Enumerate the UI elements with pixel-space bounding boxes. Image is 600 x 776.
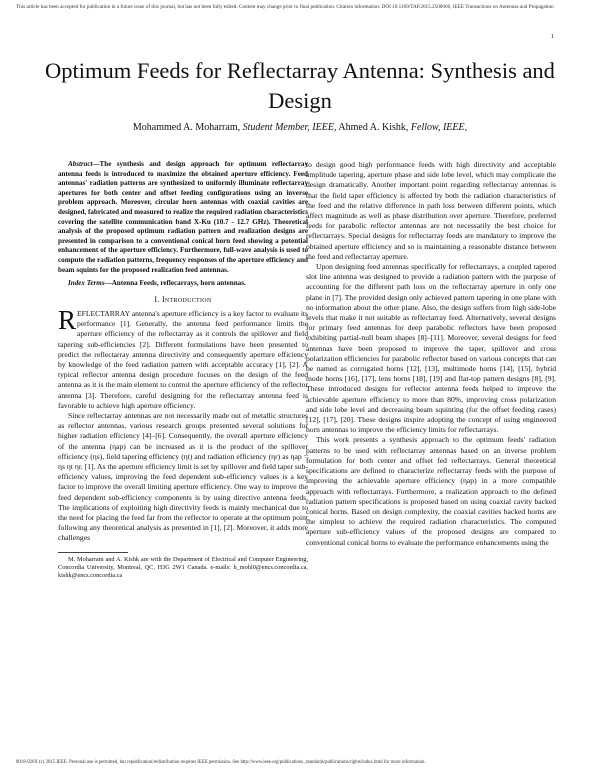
intro-paragraph-1-text: EFLECTARRAY antenna's aperture efficiency is a key factor to evaluate its performance [1]. Generally, the antenna feed performance limits the aperture efficiency of the reflectarray as it controls the spillover and field tapering sub-efficiencies [2]. Different formulations have been presented to predict the reflectarray antenna directivity and consequently aperture efficiency by knowledge of the feed radiation pattern with acceptable accuracy [1], [2]. A typical reflector antenna design procedure focuses on the design of the feed antenna as it is the main element to control the aperture efficiency of the reflector antenna [3]. Therefore, careful designing for the reflectarray antenna feed is favorable to achieve high aperture efficiency. [58,308,308,410]
intro-paragraph-2: Since reflectarray antennas are not necessarily made out of metallic structures as reflector antennas, various research groups presented several solutions for higher radiation efficiency [4]–[6]. Consequently, the overall aperture efficiency of the antenna (ηap) can be increased as it is the product of the spillover efficiency (ηs), field tapering efficiency (ηt) and radiation efficiency (ηr) as ηap = ηs ηt ηr. [1]. As the aperture efficiency limit is set by spillover and field taper sub-efficiency values, improving the feed dependent sub-efficiency values is a key factor to improve the overall limiting aperture efficiency. One way to improve the feed dependent sub-efficiency components is by using directive antenna feeds. The implications of exploiting high directivity feeds is mainly mechanical due to the need for placing the feed far from the reflector to operate at the optimum point following any theoretical analysis as presented in [1], [2]. Moreover, it adds more challenges [58,410,308,543]
section-heading-introduction: I. Introduction [154,294,212,304]
index-terms-lead: Index Terms [68,279,105,288]
intro-paragraph-1 [58,304,308,411]
author-2-name: Ahmed A. Kishk, [338,122,409,133]
footnote-divider [58,552,128,553]
page-number: 1 [550,33,554,40]
right-column [306,160,556,548]
author-2-role: Fellow, IEEE, [410,122,468,133]
intro-paragraph-2-continued: to design good high performance feeds with high directivity and acceptable amplitude tapering, aperture phase and side lobe level, which may complicate the design dramatically. Another important point regarding reflectarray antennas is that the field taper efficiency is affected by both the radiation characteristics of the feed and the relative difference in path loss between different points, which affect magnitude as well as phase distribution over aperture. Therefore, preferred feeds for parabolic reflector antennas are not necessarily the best choice for reflectarrays. Special designs for reflectarray feeds are mandatory to improve the obtained aperture efficiency and so is maintaining a reasonable distance between the feed and reflectarray aperture. [306,160,556,261]
intro-paragraph-4: This work presents a synthesis approach to the optimum feeds' radiation patterns to be used with reflectarray antennas based on an inverse problem formulation for both center and offset fed reflectarrays. General theoretical specifications are defined to characterize reflectarray feeds with the purpose of improving the achievable aperture efficiency (ηap) in a more compatible approach with reflectarrays. Furthermore, a realization approach to the defined radiation pattern specifications is proposed based on using coaxial cavity backed conical horns. Based on design complexity, the coaxial cavities backed horns are the simplest to achieve the required radiation characteristics. The computed aperture sub-efficiency values of the proposed designs are compared to conventional conical horns to evaluate the performance enhancements using the [306,435,556,547]
abstract-text: —The synthesis and design approach for optimum reflectarray antenna feeds is introduced to maximize the obtained aperture efficiency. Feed antennas' radiation patterns are synthesized to uniformly illuminate reflectarray apertures for both center and offset feeding configurations using an inverse problem approach. Moreover, circular horn antennas with coaxial cavities are designed, fabricated and measured to realize the required radiation characteristics covering the satellite communication band X-Ku (10.7 - 12.7 GHz). Theoretical analysis of the proposed optimum radiation pattern and realization designs are presented in comparison to a conventional conical horn feed showing a potential enhancement of the aperture efficiency. Furthermore, full-wave analysis is used to compute the radiation patterns, frequency responses of the aperture efficiency and beam squints for the proposed realization feed antennas. [58,160,308,274]
copyright-footer: 0018-926X (c) 2015 IEEE. Personal use is permitted, but republication/redistribution requires IEEE permission. See http://www.ieee.org/publications_standards/publications/rights/index.html for more information. [16,760,426,765]
author-1-role: Student Member, IEEE, [242,122,337,133]
left-column [58,160,308,580]
author-line [40,122,560,134]
index-terms-text: —Antenna Feeds, reflecarrays, horn antennas. [104,279,246,288]
drop-cap: R [58,304,77,335]
intro-paragraph-3: Upon designing feed antennas specifically for reflectarrays, a coupled tapered slot line antenna was designed to provide a radiation pattern with the purpose of accounting for the different path loss on the reflectarray aperture in only one plane in [7]. The provided design only achieved pattern tapering in one plane with no information about the other plane. Also, the design suffers from high side-lobe levels that make it not suitable as reflectarray feed. Alternatively, several designs for primary feed antennas for deep parabolic reflectors have been proposed exhibiting partial-null beam shapes [8]–[11]. Moreover, several designs for feed antennas have been proposed to improve the taper, spillover and cross polarization efficiencies for parabolic reflector based on various concepts that can be named as corrugated horns [12], [13], multimode horns [14], [15], hybrid mode horns [16], [17], lens horns [18], [19] and flat-top pattern designs [8], [9]. These introduced designs for reflector antenna feeds helped to improve the achievable aperture efficiency to more than 80%, improving cross polarization and side lobe level and decreasing beam squinting (for the offset feeding cases) [12], [17], [20]. These designs inspire adopting the concept of using engineered horn antennas to improve the efficiency limits for reflectarrays. [306,262,556,435]
paper-title: Optimum Feeds for Reflectarray Antenna: Synthesis and Design [45,58,555,113]
abstract-lead: Abstract [68,160,93,168]
abstract [58,160,308,275]
publication-notice: This article has been accepted for publication in a future issue of this journal, but has not been fully edited. Content may change prior to final publication. Citation information: DOI 10.1109/TAP.2015.2506006, IEEE Transactions on Antennas and Propagation [16,4,554,10]
author-affiliation-footnote: M. Moharram and A. Kishk are with the Department of Electrical and Computer Engineering, Concordia University, Montreal, QC, H3G 2W1 Canada. e-mails: h_mohl0@encs.concordia.ca, kishk@encs.concordia.ca [58,555,308,579]
index-terms [58,279,308,289]
author-1-name: Mohammed A. Moharram, [132,122,241,133]
